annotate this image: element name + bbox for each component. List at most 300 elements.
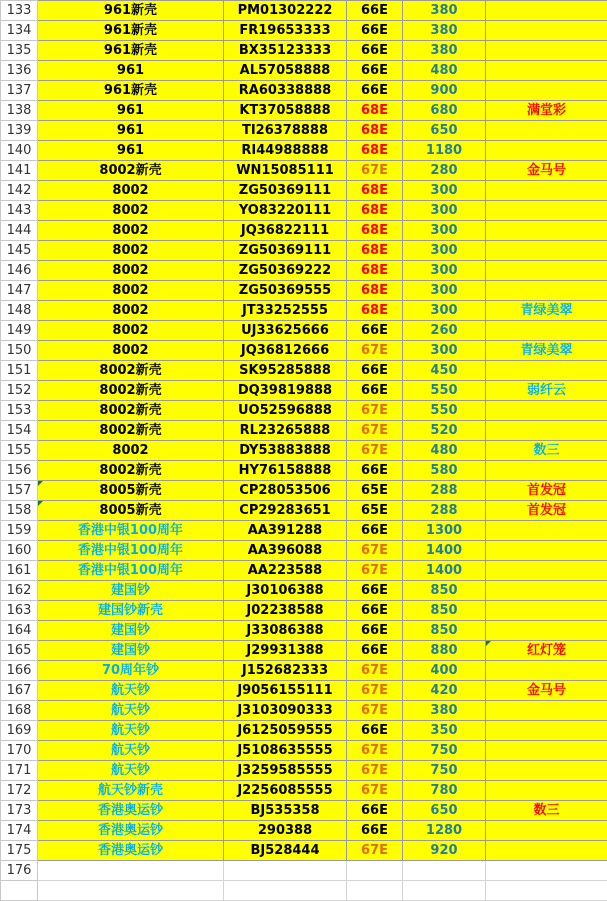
table-row bbox=[1, 861, 607, 881]
cell-grade[interactable]: 66E bbox=[347, 1, 403, 21]
table-cell[interactable] bbox=[38, 861, 224, 881]
cell-price[interactable]: 550 bbox=[403, 381, 486, 401]
cell-type[interactable]: 8005新壳 bbox=[38, 481, 224, 501]
cell-note[interactable] bbox=[486, 201, 607, 221]
row-header: 174 bbox=[1, 821, 38, 841]
table-row bbox=[1, 61, 607, 81]
cell-price[interactable]: 680 bbox=[403, 101, 486, 121]
cell-grade[interactable]: 68E bbox=[347, 241, 403, 261]
table-row bbox=[1, 361, 607, 381]
table-cell[interactable] bbox=[38, 881, 224, 901]
cell-serial[interactable]: PM01302222 bbox=[224, 1, 347, 21]
cell-type[interactable]: 961新壳 bbox=[38, 41, 224, 61]
row-header: 148 bbox=[1, 301, 38, 321]
cell-note[interactable]: 弱纤云 bbox=[486, 381, 607, 401]
cell-serial[interactable]: BJ528444 bbox=[224, 841, 347, 861]
cell-serial[interactable]: J6125059555 bbox=[224, 721, 347, 741]
cell-serial[interactable]: YO83220111 bbox=[224, 201, 347, 221]
cell-grade[interactable]: 67E bbox=[347, 841, 403, 861]
cell-type[interactable]: 961 bbox=[38, 101, 224, 121]
cell-type[interactable]: 70周年钞 bbox=[38, 661, 224, 681]
cell-serial[interactable]: ZG50369555 bbox=[224, 281, 347, 301]
cell-type[interactable]: 建国钞 bbox=[38, 621, 224, 641]
table-row bbox=[1, 281, 607, 301]
cell-type[interactable]: 8002 bbox=[38, 341, 224, 361]
cell-price[interactable]: 580 bbox=[403, 461, 486, 481]
cell-grade[interactable]: 66E bbox=[347, 21, 403, 41]
cell-grade[interactable]: 67E bbox=[347, 161, 403, 181]
cell-serial[interactable]: DQ39819888 bbox=[224, 381, 347, 401]
cell-grade[interactable]: 65E bbox=[347, 481, 403, 501]
table-row bbox=[1, 81, 607, 101]
table-row bbox=[1, 261, 607, 281]
cell-grade[interactable]: 66E bbox=[347, 581, 403, 601]
cell-price[interactable]: 300 bbox=[403, 221, 486, 241]
cell-serial[interactable]: KT37058888 bbox=[224, 101, 347, 121]
cell-note[interactable] bbox=[486, 701, 607, 721]
cell-note[interactable]: 首发冠 bbox=[486, 501, 607, 521]
cell-grade[interactable]: 68E bbox=[347, 101, 403, 121]
cell-grade[interactable]: 67E bbox=[347, 701, 403, 721]
cell-grade[interactable]: 67E bbox=[347, 561, 403, 581]
table-row bbox=[1, 221, 607, 241]
cell-type[interactable]: 8002 bbox=[38, 221, 224, 241]
row-header: 159 bbox=[1, 521, 38, 541]
cell-type[interactable]: 8002 bbox=[38, 201, 224, 221]
cell-type[interactable]: 香港中银100周年 bbox=[38, 541, 224, 561]
row-header: 176 bbox=[1, 861, 38, 881]
cell-price[interactable]: 300 bbox=[403, 241, 486, 261]
row-header: 161 bbox=[1, 561, 38, 581]
cell-type[interactable]: 8002新壳 bbox=[38, 421, 224, 441]
cell-price[interactable]: 380 bbox=[403, 1, 486, 21]
cell-price[interactable]: 850 bbox=[403, 621, 486, 641]
row-header: 158 bbox=[1, 501, 38, 521]
row-header: 162 bbox=[1, 581, 38, 601]
table-row bbox=[1, 621, 607, 641]
cell-note[interactable] bbox=[486, 741, 607, 761]
table-row bbox=[1, 881, 607, 901]
cell-note[interactable] bbox=[486, 261, 607, 281]
cell-note[interactable] bbox=[486, 181, 607, 201]
cell-grade[interactable]: 67E bbox=[347, 661, 403, 681]
row-header: 151 bbox=[1, 361, 38, 381]
cell-serial[interactable]: WN15085111 bbox=[224, 161, 347, 181]
cell-serial[interactable]: RL23265888 bbox=[224, 421, 347, 441]
cell-type[interactable]: 航天钞 bbox=[38, 681, 224, 701]
table-cell[interactable] bbox=[224, 881, 347, 901]
cell-note[interactable] bbox=[486, 621, 607, 641]
cell-type[interactable]: 8002新壳 bbox=[38, 401, 224, 421]
cell-grade[interactable]: 67E bbox=[347, 781, 403, 801]
cell-grade[interactable]: 65E bbox=[347, 501, 403, 521]
table-row bbox=[1, 761, 607, 781]
comment-marker-icon bbox=[38, 501, 43, 506]
cell-price[interactable]: 420 bbox=[403, 681, 486, 701]
cell-type[interactable]: 建国钞新壳 bbox=[38, 601, 224, 621]
cell-grade[interactable]: 66E bbox=[347, 601, 403, 621]
cell-grade[interactable]: 66E bbox=[347, 361, 403, 381]
cell-price[interactable]: 780 bbox=[403, 781, 486, 801]
cell-note[interactable]: 数三 bbox=[486, 801, 607, 821]
cell-grade[interactable]: 66E bbox=[347, 621, 403, 641]
cell-price[interactable]: 480 bbox=[403, 61, 486, 81]
table-row bbox=[1, 41, 607, 61]
cell-type[interactable]: 8002 bbox=[38, 321, 224, 341]
row-header: 157 bbox=[1, 481, 38, 501]
row-header: 135 bbox=[1, 41, 38, 61]
cell-serial[interactable]: AA223588 bbox=[224, 561, 347, 581]
cell-price[interactable]: 650 bbox=[403, 121, 486, 141]
cell-price[interactable]: 520 bbox=[403, 421, 486, 441]
cell-serial[interactable]: UO52596888 bbox=[224, 401, 347, 421]
cell-price[interactable]: 450 bbox=[403, 361, 486, 381]
row-header: 134 bbox=[1, 21, 38, 41]
comment-marker-icon bbox=[486, 641, 491, 646]
cell-serial[interactable]: J33086388 bbox=[224, 621, 347, 641]
cell-price[interactable]: 300 bbox=[403, 181, 486, 201]
row-header: 165 bbox=[1, 641, 38, 661]
cell-type[interactable]: 香港奥运钞 bbox=[38, 841, 224, 861]
cell-serial[interactable]: J152682333 bbox=[224, 661, 347, 681]
cell-grade[interactable]: 68E bbox=[347, 301, 403, 321]
table-row bbox=[1, 561, 607, 581]
cell-serial[interactable]: UJ33625666 bbox=[224, 321, 347, 341]
cell-note[interactable]: 红灯笼 bbox=[486, 641, 607, 661]
cell-price[interactable]: 380 bbox=[403, 41, 486, 61]
cell-grade[interactable]: 66E bbox=[347, 521, 403, 541]
cell-grade[interactable]: 67E bbox=[347, 541, 403, 561]
cell-type[interactable]: 航天钞 bbox=[38, 741, 224, 761]
cell-serial[interactable]: SK95285888 bbox=[224, 361, 347, 381]
cell-grade[interactable]: 67E bbox=[347, 421, 403, 441]
cell-price[interactable]: 480 bbox=[403, 441, 486, 461]
cell-price[interactable]: 288 bbox=[403, 481, 486, 501]
cell-type[interactable]: 8002 bbox=[38, 301, 224, 321]
cell-price[interactable]: 300 bbox=[403, 341, 486, 361]
cell-note[interactable] bbox=[486, 361, 607, 381]
table-cell[interactable] bbox=[486, 881, 607, 901]
cell-note[interactable] bbox=[486, 601, 607, 621]
cell-grade[interactable]: 67E bbox=[347, 441, 403, 461]
row-header: 168 bbox=[1, 701, 38, 721]
table-row bbox=[1, 701, 607, 721]
table-row bbox=[1, 301, 607, 321]
cell-type[interactable]: 961 bbox=[38, 61, 224, 81]
table-cell[interactable] bbox=[486, 861, 607, 881]
cell-serial[interactable]: TI26378888 bbox=[224, 121, 347, 141]
cell-type[interactable]: 961 bbox=[38, 141, 224, 161]
cell-price[interactable]: 550 bbox=[403, 401, 486, 421]
cell-note[interactable] bbox=[486, 581, 607, 601]
cell-type[interactable]: 建国钞 bbox=[38, 581, 224, 601]
row-header: 136 bbox=[1, 61, 38, 81]
cell-serial[interactable]: ZG50369111 bbox=[224, 241, 347, 261]
row-header: 175 bbox=[1, 841, 38, 861]
cell-price[interactable]: 350 bbox=[403, 721, 486, 741]
cell-grade[interactable]: 67E bbox=[347, 681, 403, 701]
row-header: 154 bbox=[1, 421, 38, 441]
cell-price[interactable]: 288 bbox=[403, 501, 486, 521]
table-row bbox=[1, 601, 607, 621]
cell-type[interactable]: 香港中银100周年 bbox=[38, 561, 224, 581]
cell-note[interactable] bbox=[486, 821, 607, 841]
cell-grade[interactable]: 66E bbox=[347, 721, 403, 741]
cell-grade[interactable]: 67E bbox=[347, 341, 403, 361]
cell-price[interactable]: 300 bbox=[403, 261, 486, 281]
row-header: 149 bbox=[1, 321, 38, 341]
cell-note[interactable] bbox=[486, 401, 607, 421]
table-row bbox=[1, 341, 607, 361]
cell-grade[interactable]: 67E bbox=[347, 401, 403, 421]
table-cell[interactable] bbox=[224, 861, 347, 881]
row-header: 172 bbox=[1, 781, 38, 801]
cell-note[interactable]: 金马号 bbox=[486, 161, 607, 181]
cell-grade[interactable]: 68E bbox=[347, 261, 403, 281]
cell-serial[interactable]: DY53883888 bbox=[224, 441, 347, 461]
row-header: 138 bbox=[1, 101, 38, 121]
cell-serial[interactable]: ZG50369222 bbox=[224, 261, 347, 281]
table-row bbox=[1, 101, 607, 121]
cell-grade[interactable]: 66E bbox=[347, 41, 403, 61]
cell-note[interactable] bbox=[486, 461, 607, 481]
row-header: 155 bbox=[1, 441, 38, 461]
cell-grade[interactable]: 66E bbox=[347, 641, 403, 661]
cell-price[interactable]: 1400 bbox=[403, 561, 486, 581]
cell-serial[interactable]: CP28053506 bbox=[224, 481, 347, 501]
table-row bbox=[1, 381, 607, 401]
row-header: 167 bbox=[1, 681, 38, 701]
cell-price[interactable]: 300 bbox=[403, 301, 486, 321]
cell-price[interactable]: 850 bbox=[403, 581, 486, 601]
row-header: 166 bbox=[1, 661, 38, 681]
table-row bbox=[1, 121, 607, 141]
table-row bbox=[1, 781, 607, 801]
cell-price[interactable]: 650 bbox=[403, 801, 486, 821]
cell-type[interactable]: 8002 bbox=[38, 181, 224, 201]
cell-serial[interactable]: AL57058888 bbox=[224, 61, 347, 81]
cell-grade[interactable]: 66E bbox=[347, 61, 403, 81]
cell-price[interactable]: 920 bbox=[403, 841, 486, 861]
cell-note[interactable] bbox=[486, 41, 607, 61]
cell-price[interactable]: 1180 bbox=[403, 141, 486, 161]
cell-grade[interactable]: 67E bbox=[347, 741, 403, 761]
cell-price[interactable]: 1300 bbox=[403, 521, 486, 541]
cell-serial[interactable]: JQ36812666 bbox=[224, 341, 347, 361]
sheet-body bbox=[1, 1, 607, 901]
cell-type[interactable]: 香港奥运钞 bbox=[38, 801, 224, 821]
cell-note[interactable] bbox=[486, 661, 607, 681]
cell-grade[interactable]: 68E bbox=[347, 281, 403, 301]
cell-note[interactable] bbox=[486, 61, 607, 81]
cell-price[interactable]: 260 bbox=[403, 321, 486, 341]
table-cell[interactable] bbox=[347, 861, 403, 881]
table-row bbox=[1, 481, 607, 501]
cell-note[interactable] bbox=[486, 221, 607, 241]
cell-note[interactable] bbox=[486, 321, 607, 341]
cell-price[interactable]: 750 bbox=[403, 761, 486, 781]
cell-note[interactable] bbox=[486, 421, 607, 441]
cell-type[interactable]: 8002 bbox=[38, 441, 224, 461]
cell-type[interactable]: 8002 bbox=[38, 261, 224, 281]
cell-price[interactable]: 880 bbox=[403, 641, 486, 661]
cell-price[interactable]: 850 bbox=[403, 601, 486, 621]
cell-note[interactable] bbox=[486, 841, 607, 861]
table-cell[interactable] bbox=[347, 881, 403, 901]
table-row bbox=[1, 841, 607, 861]
cell-serial[interactable]: HY76158888 bbox=[224, 461, 347, 481]
cell-note[interactable]: 金马号 bbox=[486, 681, 607, 701]
cell-type[interactable]: 961新壳 bbox=[38, 1, 224, 21]
table-cell[interactable] bbox=[403, 881, 486, 901]
cell-type[interactable]: 961 bbox=[38, 121, 224, 141]
cell-type[interactable]: 961新壳 bbox=[38, 81, 224, 101]
cell-serial[interactable]: J2256085555 bbox=[224, 781, 347, 801]
cell-type[interactable]: 8002新壳 bbox=[38, 461, 224, 481]
cell-type[interactable]: 航天钞 bbox=[38, 701, 224, 721]
cell-price[interactable]: 280 bbox=[403, 161, 486, 181]
table-row bbox=[1, 321, 607, 341]
cell-note[interactable] bbox=[486, 81, 607, 101]
cell-note[interactable] bbox=[486, 721, 607, 741]
cell-serial[interactable]: BJ535358 bbox=[224, 801, 347, 821]
table-row bbox=[1, 241, 607, 261]
cell-note[interactable]: 首发冠 bbox=[486, 481, 607, 501]
cell-note[interactable] bbox=[486, 541, 607, 561]
cell-price[interactable]: 300 bbox=[403, 201, 486, 221]
cell-type[interactable]: 香港奥运钞 bbox=[38, 821, 224, 841]
table-row bbox=[1, 401, 607, 421]
cell-note[interactable] bbox=[486, 561, 607, 581]
cell-grade[interactable]: 68E bbox=[347, 181, 403, 201]
cell-note[interactable] bbox=[486, 21, 607, 41]
table-row bbox=[1, 661, 607, 681]
cell-price[interactable]: 300 bbox=[403, 281, 486, 301]
cell-serial[interactable]: CP29283651 bbox=[224, 501, 347, 521]
cell-type[interactable]: 航天钞 bbox=[38, 721, 224, 741]
table-row bbox=[1, 521, 607, 541]
cell-note[interactable] bbox=[486, 141, 607, 161]
cell-serial[interactable]: AA396088 bbox=[224, 541, 347, 561]
table-cell[interactable] bbox=[403, 861, 486, 881]
cell-note[interactable] bbox=[486, 781, 607, 801]
row-header: 142 bbox=[1, 181, 38, 201]
cell-serial[interactable]: AA391288 bbox=[224, 521, 347, 541]
cell-serial[interactable]: JT33252555 bbox=[224, 301, 347, 321]
cell-note[interactable]: 青绿美翠 bbox=[486, 341, 607, 361]
cell-price[interactable]: 1400 bbox=[403, 541, 486, 561]
table-row bbox=[1, 441, 607, 461]
table-row bbox=[1, 741, 607, 761]
table-row bbox=[1, 181, 607, 201]
cell-type[interactable]: 航天钞 bbox=[38, 761, 224, 781]
cell-note[interactable] bbox=[486, 1, 607, 21]
cell-serial[interactable]: J9056155111 bbox=[224, 681, 347, 701]
cell-serial[interactable]: BX35123333 bbox=[224, 41, 347, 61]
table-row bbox=[1, 421, 607, 441]
cell-note[interactable]: 数三 bbox=[486, 441, 607, 461]
cell-note[interactable] bbox=[486, 241, 607, 261]
row-header bbox=[1, 881, 38, 901]
cell-note[interactable] bbox=[486, 281, 607, 301]
row-header: 133 bbox=[1, 1, 38, 21]
cell-serial[interactable]: J5108635555 bbox=[224, 741, 347, 761]
row-header: 163 bbox=[1, 601, 38, 621]
row-header: 171 bbox=[1, 761, 38, 781]
cell-grade[interactable]: 68E bbox=[347, 121, 403, 141]
row-header: 139 bbox=[1, 121, 38, 141]
cell-type[interactable]: 航天钞新壳 bbox=[38, 781, 224, 801]
row-header: 146 bbox=[1, 261, 38, 281]
row-header: 150 bbox=[1, 341, 38, 361]
cell-serial[interactable]: RI44988888 bbox=[224, 141, 347, 161]
cell-note[interactable] bbox=[486, 761, 607, 781]
table-row bbox=[1, 721, 607, 741]
cell-price[interactable]: 1280 bbox=[403, 821, 486, 841]
cell-price[interactable]: 380 bbox=[403, 21, 486, 41]
cell-serial[interactable]: JQ36822111 bbox=[224, 221, 347, 241]
cell-price[interactable]: 900 bbox=[403, 81, 486, 101]
cell-type[interactable]: 8002新壳 bbox=[38, 381, 224, 401]
cell-grade[interactable]: 68E bbox=[347, 201, 403, 221]
cell-grade[interactable]: 66E bbox=[347, 801, 403, 821]
cell-type[interactable]: 8002新壳 bbox=[38, 361, 224, 381]
row-header: 145 bbox=[1, 241, 38, 261]
table-row bbox=[1, 201, 607, 221]
cell-type[interactable]: 8002 bbox=[38, 241, 224, 261]
row-header: 152 bbox=[1, 381, 38, 401]
cell-grade[interactable]: 68E bbox=[347, 141, 403, 161]
cell-type[interactable]: 建国钞 bbox=[38, 641, 224, 661]
cell-price[interactable]: 750 bbox=[403, 741, 486, 761]
cell-serial[interactable]: J3103090333 bbox=[224, 701, 347, 721]
cell-type[interactable]: 8005新壳 bbox=[38, 501, 224, 521]
cell-note[interactable] bbox=[486, 121, 607, 141]
row-header: 164 bbox=[1, 621, 38, 641]
cell-note[interactable] bbox=[486, 521, 607, 541]
cell-price[interactable]: 380 bbox=[403, 701, 486, 721]
cell-serial[interactable]: J30106388 bbox=[224, 581, 347, 601]
comment-marker-icon bbox=[38, 481, 43, 486]
cell-grade[interactable]: 66E bbox=[347, 381, 403, 401]
cell-grade[interactable]: 66E bbox=[347, 461, 403, 481]
cell-serial[interactable]: 290388 bbox=[224, 821, 347, 841]
cell-grade[interactable]: 66E bbox=[347, 81, 403, 101]
cell-grade[interactable]: 68E bbox=[347, 221, 403, 241]
cell-type[interactable]: 8002 bbox=[38, 281, 224, 301]
cell-serial[interactable]: FR19653333 bbox=[224, 21, 347, 41]
cell-serial[interactable]: J3259585555 bbox=[224, 761, 347, 781]
cell-type[interactable]: 香港中银100周年 bbox=[38, 521, 224, 541]
cell-type[interactable]: 961新壳 bbox=[38, 21, 224, 41]
cell-grade[interactable]: 66E bbox=[347, 321, 403, 341]
cell-grade[interactable]: 67E bbox=[347, 761, 403, 781]
cell-serial[interactable]: ZG50369111 bbox=[224, 181, 347, 201]
row-header: 170 bbox=[1, 741, 38, 761]
cell-serial[interactable]: J02238588 bbox=[224, 601, 347, 621]
cell-serial[interactable]: J29931388 bbox=[224, 641, 347, 661]
cell-type[interactable]: 8002新壳 bbox=[38, 161, 224, 181]
cell-note[interactable]: 满堂彩 bbox=[486, 101, 607, 121]
row-header: 147 bbox=[1, 281, 38, 301]
row-header: 141 bbox=[1, 161, 38, 181]
row-header: 140 bbox=[1, 141, 38, 161]
cell-note[interactable]: 青绿美翠 bbox=[486, 301, 607, 321]
table-row bbox=[1, 821, 607, 841]
cell-grade[interactable]: 66E bbox=[347, 821, 403, 841]
cell-serial[interactable]: RA60338888 bbox=[224, 81, 347, 101]
cell-price[interactable]: 400 bbox=[403, 661, 486, 681]
